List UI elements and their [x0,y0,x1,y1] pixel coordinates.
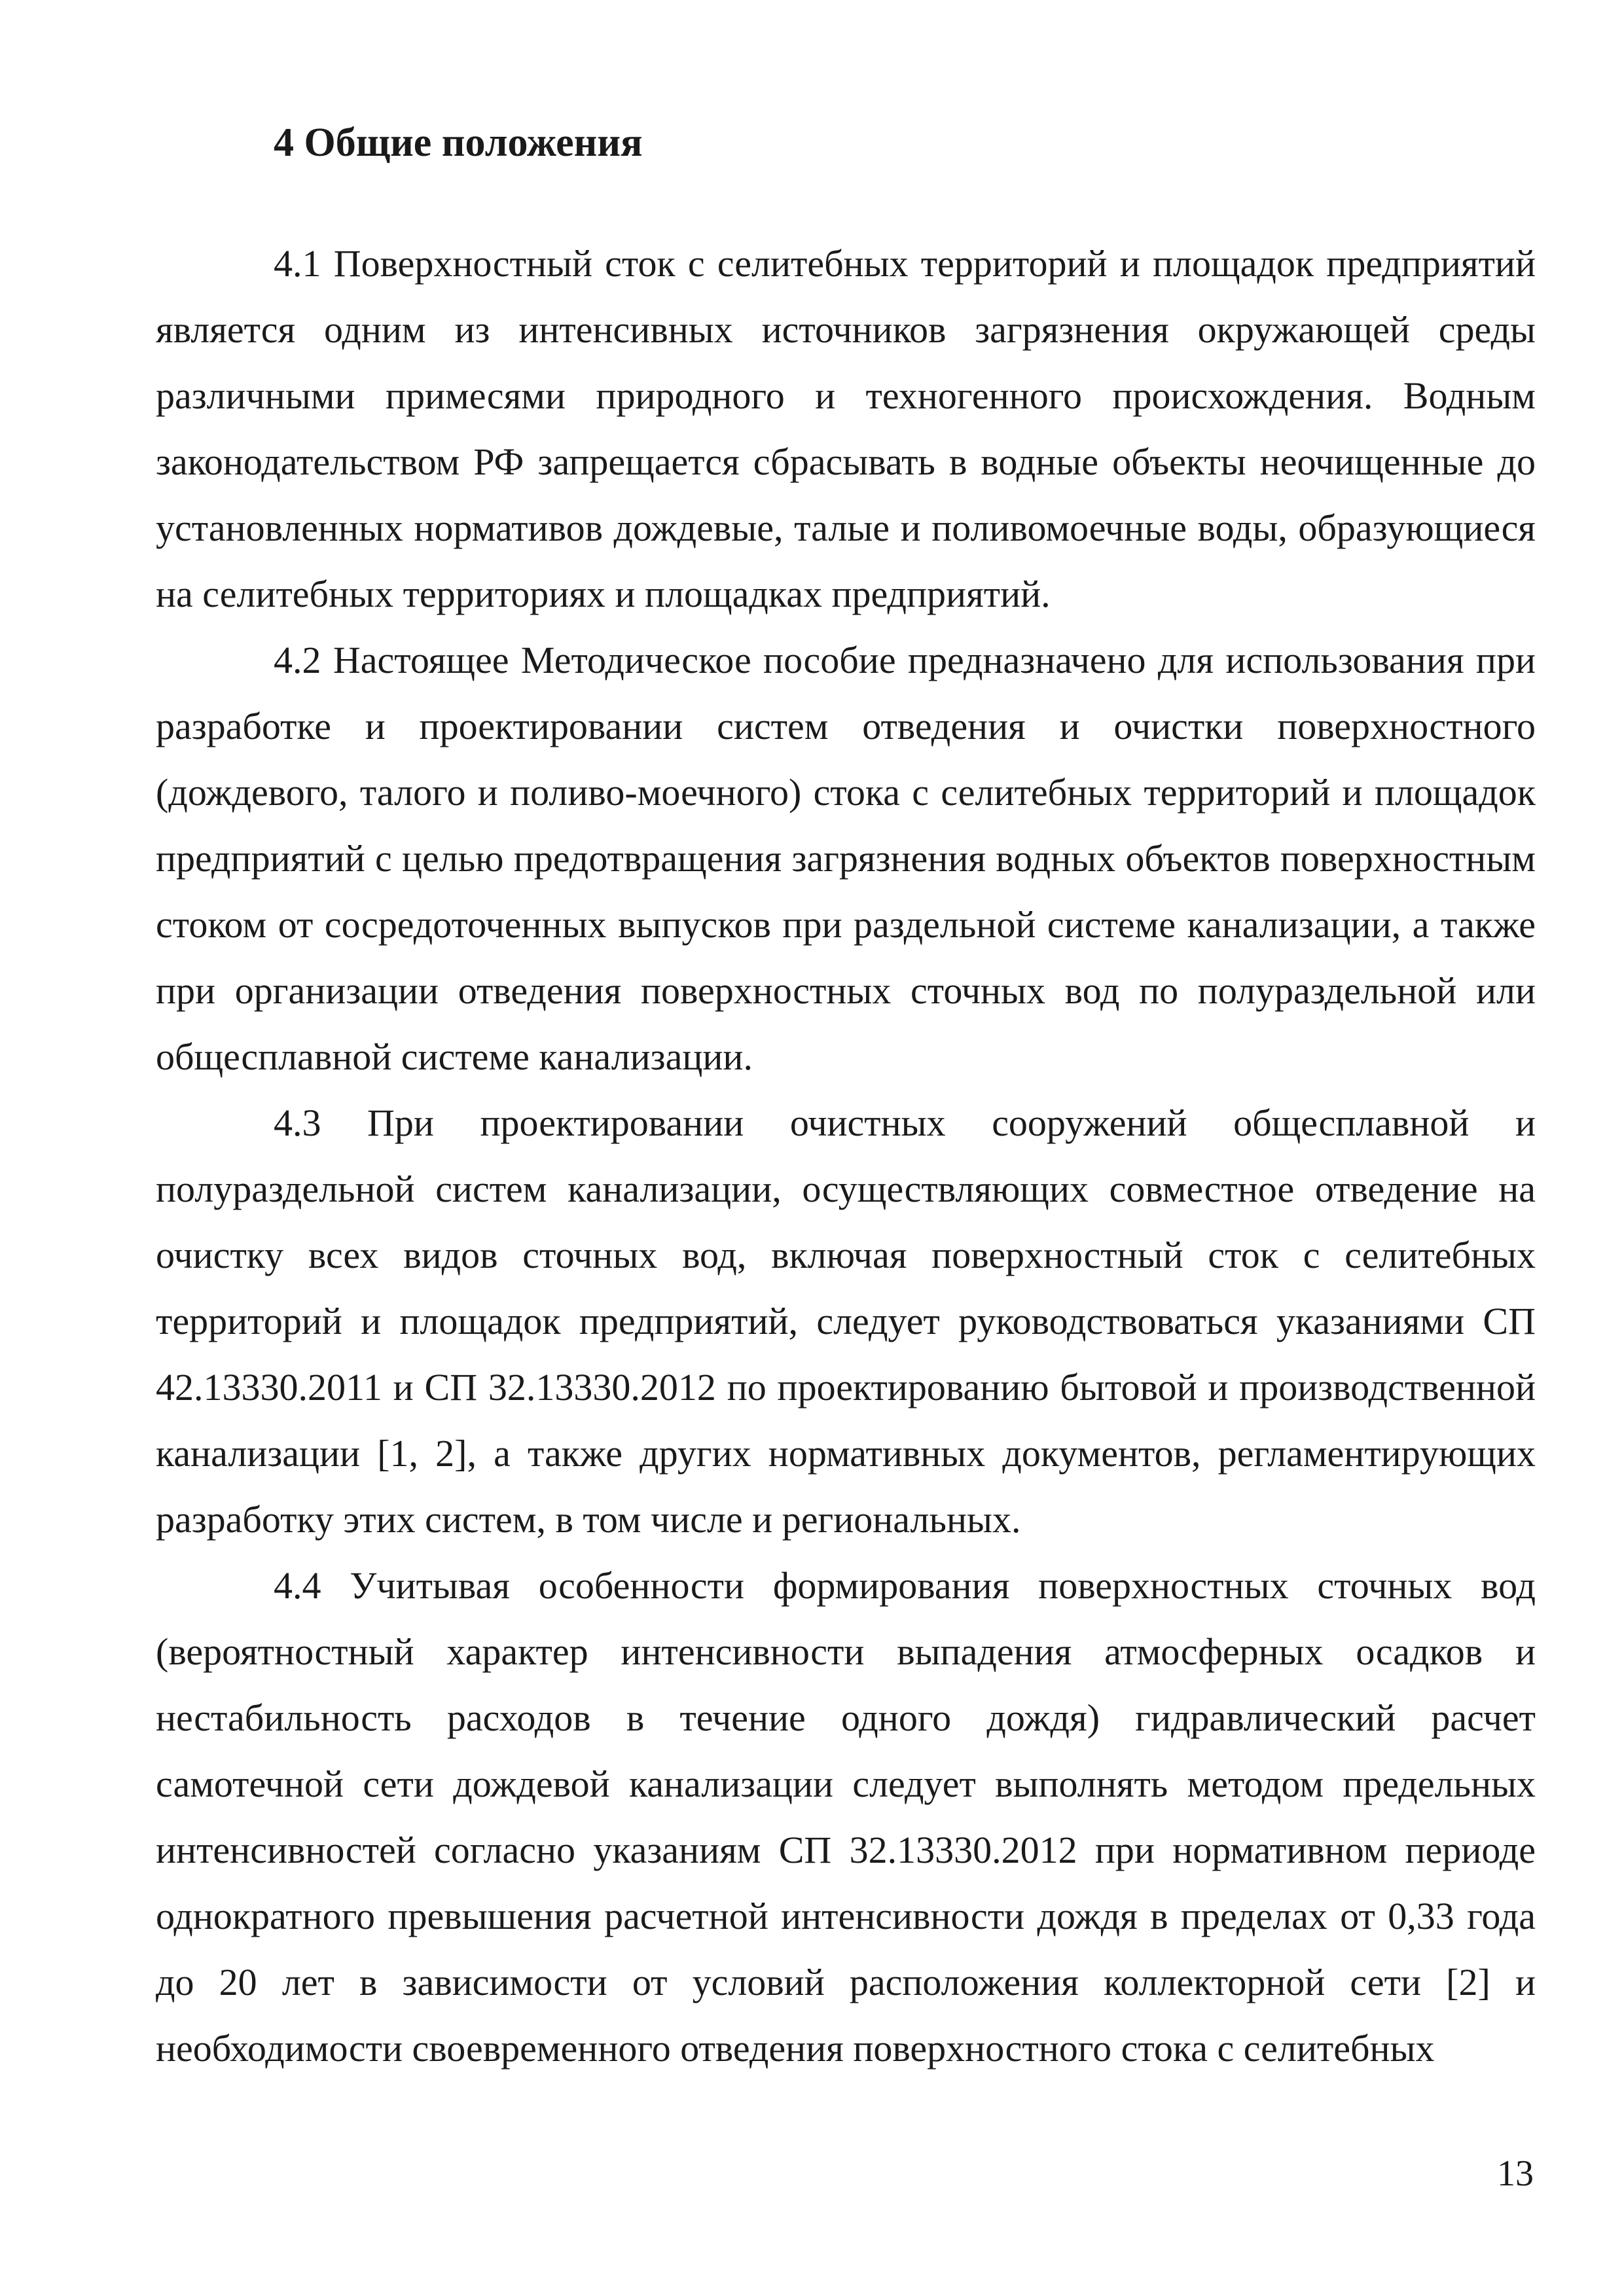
section-heading: 4 Общие положения [274,120,643,165]
paragraph-4-3: 4.3 При проектировании очистных сооружений общесплавной и полураздельной систем канализации, осуществляющих совместное отведение на очистку всех видов сточных вод, включая поверхностный сток с селитебных территорий и площадок предприятий, следует руководствоваться указаниями СП 42.13330.2011 и СП 32.13330.2012 по проектированию бытовой и производственной канализации [1, 2], а также других нормативных документов, регламентирующих разработку этих систем, в том числе и региональных. [156,1102,1536,1541]
page-number: 13 [1497,2153,1534,2194]
paragraph-4-1: 4.1 Поверхностный сток с селитебных территорий и площадок предприятий является одним из интенсивных источников загрязнения окружающей среды различными примесями природного и техногенного происхождения. Водным законодательством РФ запрещается сбрасывать в водные объекты неочищенные до установленных нормативов дождевые, талые и поливомоечные воды, образующиеся на селитебных территориях и площадках предприятий. [156,242,1536,615]
paragraph-4-4: 4.4 Учитывая особенности формирования поверхностных сточных вод (вероятностный характер интенсивности выпадения атмосферных осадков и нестабильность расходов в течение одного дождя) гидравлический расчет самотечной сети дождевой канализации следует выполнять методом предельных интенсивностей согласно указаниям СП 32.13330.2012 при нормативном периоде однократного превышения расчетной интенсивности дождя в пределах от 0,33 года до 20 лет в зависимости от условий расположения коллекторной сети [2] и необходимости своевременного отведения поверхностного стока с селитебных [156,1564,1536,2070]
paragraph-4-2: 4.2 Настоящее Методическое пособие предназначено для использования при разработке и проектировании систем отведения и очистки поверхностного (дождевого, талого и поливо-моечного) стока с селитебных территорий и площадок предприятий с целью предотвращения загрязнения водных объектов поверхностным стоком от сосредоточенных выпусков при раздельной системе канализации, а также при организации отведения поверхностных сточных вод по полураздельной или общесплавной системе канализации. [156,639,1536,1078]
body-text [156,230,1536,2081]
